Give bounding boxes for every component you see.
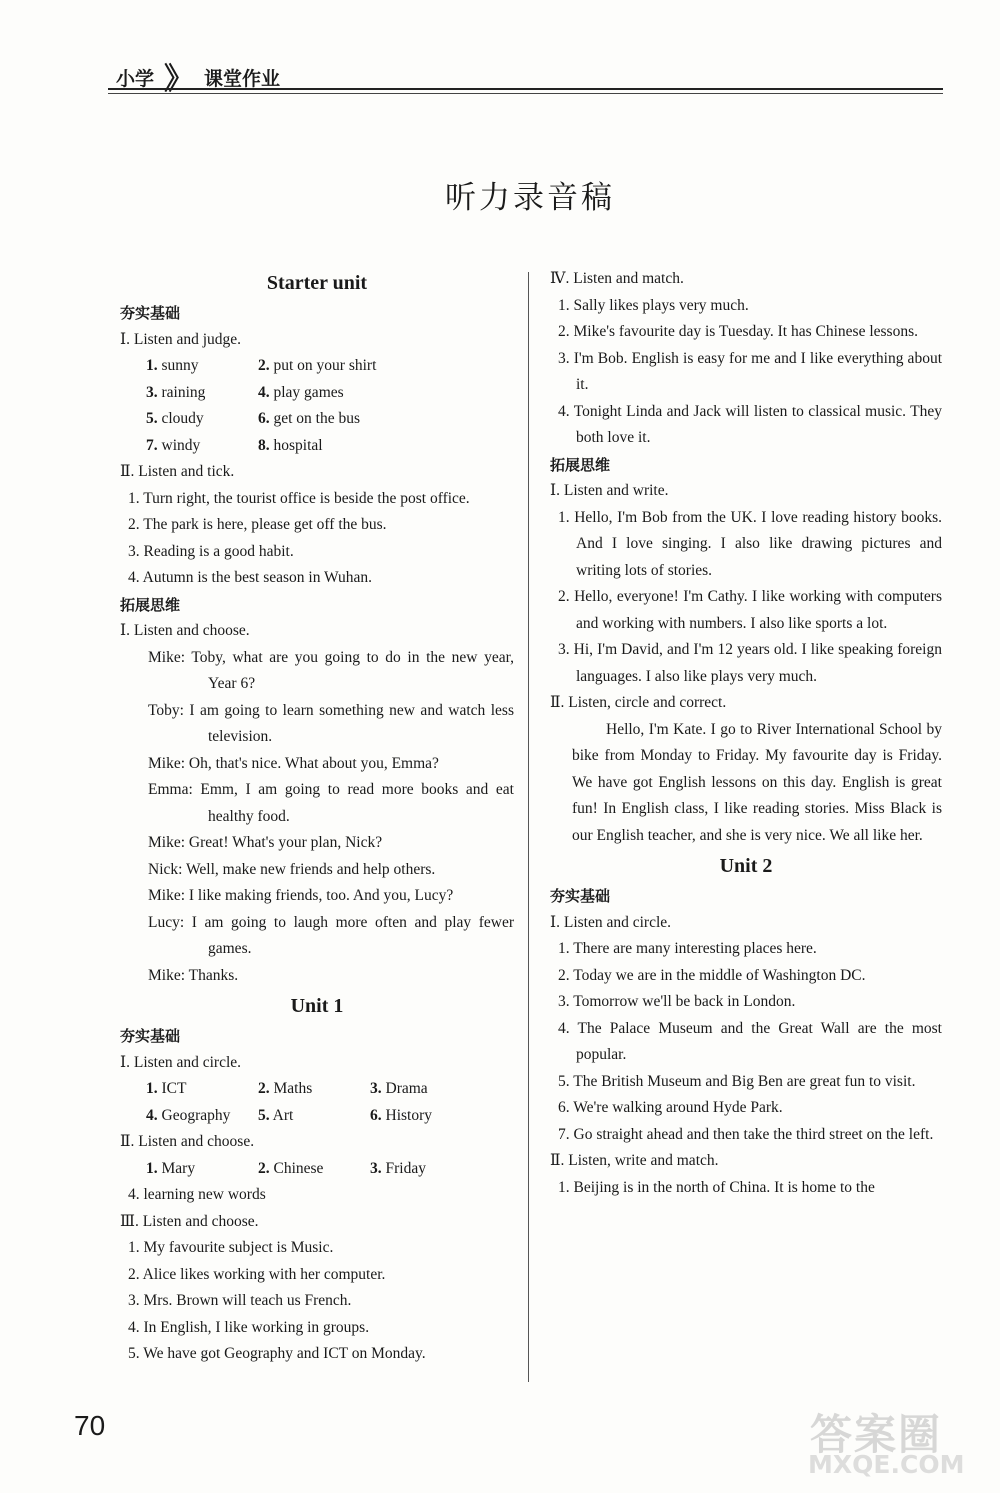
watermark-text: 答案圈 xyxy=(810,1410,943,1459)
dialogue-line: Nick: Well, make new friends and help others. xyxy=(148,860,436,878)
header-book-title: 课堂作业 xyxy=(204,68,281,90)
grid-item: 4. Geography xyxy=(146,1106,231,1124)
question-heading: Ⅳ. Listen and match. xyxy=(550,270,684,287)
list-item: 1. Beijing is in the north of China. It is home to the xyxy=(558,1178,875,1196)
list-item: 7. Go straight ahead and then take the third street on the left. xyxy=(558,1125,934,1143)
list-item: 4. Autumn is the best season in Wuhan. xyxy=(128,569,373,586)
grid-item: 1. sunny xyxy=(146,357,199,374)
dialogue-line: Lucy: I am going to laugh more often and play fewer games. xyxy=(148,913,514,957)
question-heading: Ⅰ. Listen and write. xyxy=(550,482,669,499)
list-item: 1. Sally likes plays very much. xyxy=(558,296,749,314)
header-chevron-icon: 》 xyxy=(164,62,185,97)
list-item: 3. Mrs. Brown will teach us French. xyxy=(128,1292,352,1309)
question-heading: Ⅰ. Listen and choose. xyxy=(120,622,250,639)
list-item: 4. Tonight Linda and Jack will listen to classical music. They both love it. xyxy=(558,402,942,446)
header-rule-thin xyxy=(108,93,943,94)
grid-item: 6. History xyxy=(370,1106,432,1124)
question-heading: Ⅱ. Listen and choose. xyxy=(120,1133,255,1150)
watermark-url: MXQE.COM xyxy=(808,1450,965,1479)
grid-item: 3. Friday xyxy=(370,1159,426,1177)
grid-item: 5. Art xyxy=(258,1106,294,1124)
dialogue-line: Mike: Thanks. xyxy=(148,966,239,984)
list-item: 5. The British Museum and Big Ben are great fun to visit. xyxy=(558,1072,916,1090)
question-heading: Ⅰ. Listen and circle. xyxy=(550,913,672,931)
page-number: 70 xyxy=(74,1410,106,1441)
question-heading: Ⅱ. Listen, write and match. xyxy=(550,1152,719,1169)
watermark-logo xyxy=(808,1402,978,1488)
page-header xyxy=(108,58,943,98)
grid-item: 2. put on your shirt xyxy=(258,357,377,374)
list-item: 2. The park is here, please get off the bus. xyxy=(128,516,387,533)
list-item: 1. There are many interesting places here. xyxy=(558,940,817,957)
grid-item: 7. windy xyxy=(146,436,201,454)
list-item: 2. Hello, everyone! I'm Cathy. I like working with computers and working with numbers. I also like sports a lot. xyxy=(558,588,942,632)
answer-grid xyxy=(120,353,514,459)
question-heading: Ⅱ. Listen and tick. xyxy=(120,463,235,480)
list-item: 6. We're walking around Hyde Park. xyxy=(558,1099,783,1116)
grid-item: 3. raining xyxy=(146,383,206,401)
grid-item: 3. Drama xyxy=(370,1080,428,1097)
dialogue-line: Mike: Oh, that's nice. What about you, Emma? xyxy=(148,754,439,772)
answer-grid xyxy=(120,1156,514,1183)
list-item: 4. learning new words xyxy=(128,1186,266,1203)
grid-item: 2. Maths xyxy=(258,1080,313,1097)
passage-paragraph: Hello, I'm Kate. I go to River International School by bike from Monday to Friday. My favourite day is Friday. We have got English lessons on this day. English is great fun! In English class, I like reading stories. Miss Black is our English teacher, and she is very nice. We all like her. xyxy=(572,720,942,844)
header-rule xyxy=(108,88,943,90)
dialogue-line: Mike: Great! What's your plan, Nick? xyxy=(148,834,383,851)
section-heading: 夯实基础 xyxy=(120,304,181,322)
column-divider xyxy=(528,272,529,1382)
grid-item: 4. play games xyxy=(258,383,344,401)
list-item: 4. The Palace Museum and the Great Wall are the most popular. xyxy=(558,1019,942,1063)
grid-item: 5. cloudy xyxy=(146,410,204,427)
left-column xyxy=(120,266,514,1368)
grid-item: 6. get on the bus xyxy=(258,410,361,427)
right-column xyxy=(550,266,942,1201)
section-heading: 夯实基础 xyxy=(550,887,611,905)
header-grade-label: 小学 xyxy=(116,68,155,90)
section-heading: 拓展思维 xyxy=(120,595,181,614)
unit-1-title: Unit 1 xyxy=(290,995,344,1017)
list-item: 1. Turn right, the tourist office is beside the post office. xyxy=(128,489,470,507)
list-item: 1. Hello, I'm Bob from the UK. I love reading history books. And I love singing. I also like drawing pictures and writing lots of stories. xyxy=(558,508,942,579)
dialogue-line: Mike: I like making friends, too. And you, Lucy? xyxy=(148,887,454,904)
list-item: 2. Today we are in the middle of Washington DC. xyxy=(558,966,866,984)
list-item: 3. I'm Bob. English is easy for me and I like everything about it. xyxy=(558,349,942,393)
question-heading: Ⅰ. Listen and judge. xyxy=(120,330,242,348)
list-item: 1. My favourite subject is Music. xyxy=(128,1239,334,1256)
list-item: 5. We have got Geography and ICT on Monday. xyxy=(128,1345,426,1362)
grid-item: 1. ICT xyxy=(146,1080,187,1097)
dialogue-line: Emma: Emm, I am going to read more books and eat healthy food. xyxy=(148,781,514,825)
dialogue-line: Mike: Toby, what are you going to do in the new year, Year 6? xyxy=(148,648,514,692)
question-heading: Ⅰ. Listen and circle. xyxy=(120,1053,242,1071)
section-heading: 拓展思维 xyxy=(550,455,611,474)
answer-grid xyxy=(120,1076,514,1129)
question-heading: Ⅱ. Listen, circle and correct. xyxy=(550,694,727,711)
list-item: 3. Hi, I'm David, and I'm 12 years old. I like speaking foreign languages. I also like plays very much. xyxy=(558,641,942,685)
question-heading: Ⅲ. Listen and choose. xyxy=(120,1212,259,1230)
list-item: 3. Reading is a good habit. xyxy=(128,542,294,560)
list-item: 2. Alice likes working with her computer. xyxy=(128,1265,386,1283)
page-title: 听力录音稿 xyxy=(445,180,615,216)
section-heading: 夯实基础 xyxy=(120,1027,181,1045)
dialogue-line: Toby: I am going to learn something new and watch less television. xyxy=(148,701,514,745)
list-item: 2. Mike's favourite day is Tuesday. It has Chinese lessons. xyxy=(558,323,918,340)
list-item: 4. In English, I like working in groups. xyxy=(128,1318,370,1336)
grid-item: 1. Mary xyxy=(146,1159,196,1177)
starter-unit-title: Starter unit xyxy=(266,272,368,294)
list-item: 3. Tomorrow we'll be back in London. xyxy=(558,993,796,1010)
unit-2-title: Unit 2 xyxy=(719,855,773,877)
grid-item: 2. Chinese xyxy=(258,1159,324,1177)
grid-item: 8. hospital xyxy=(258,436,323,454)
